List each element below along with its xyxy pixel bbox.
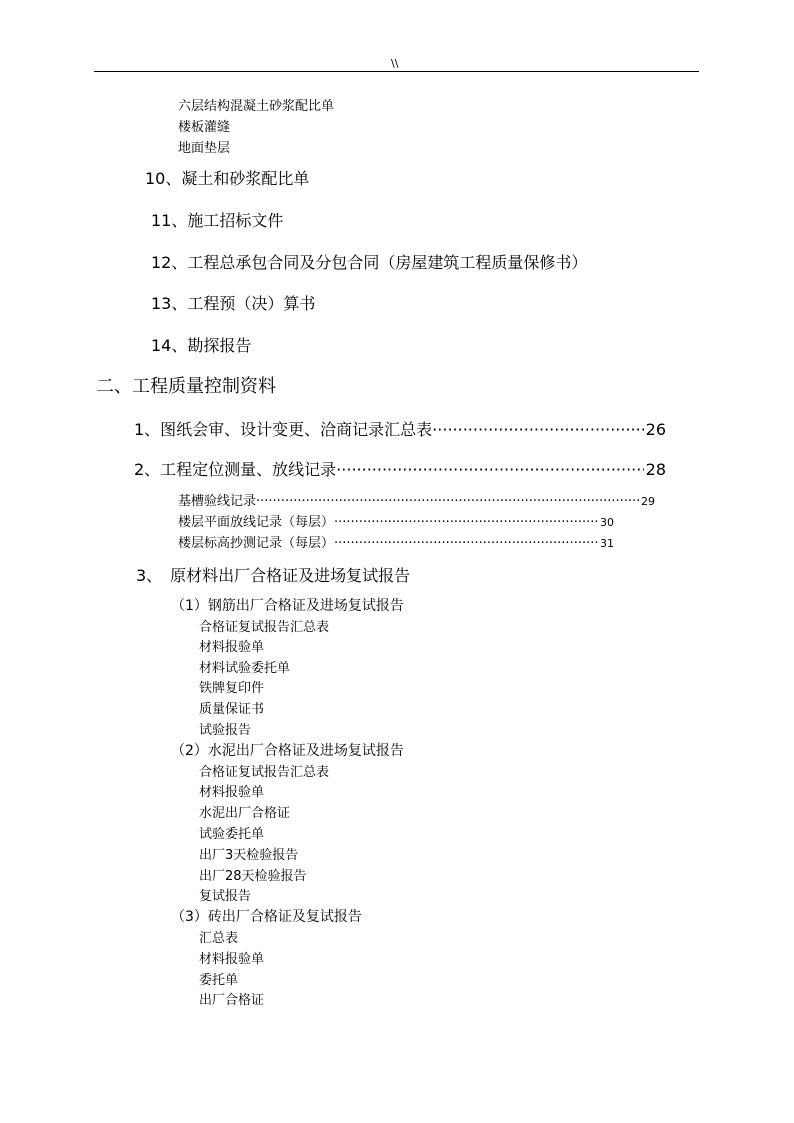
list-item: 质量保证书: [199, 702, 265, 717]
list-item: 试验委托单: [199, 827, 265, 842]
toc-page-number: 28: [645, 460, 666, 479]
toc-leader: [432, 419, 643, 441]
toc-entry: [178, 514, 614, 532]
list-item: 六层结构混凝土砂浆配比单: [178, 99, 335, 114]
header-mark: \\: [391, 57, 399, 70]
toc-leader: [334, 514, 598, 532]
list-item: 材料试验委托单: [199, 661, 291, 676]
toc-entry: [178, 535, 614, 553]
list-item: 材料报验单: [199, 785, 265, 800]
toc-leader: [334, 535, 598, 553]
toc-leader: [336, 459, 643, 481]
toc-entry-text: 楼层标高抄测记录（每层）: [178, 536, 335, 551]
list-item: （2）水泥出厂合格证及进场复试报告: [171, 743, 404, 759]
toc-entry-text: 1、图纸会审、设计变更、洽商记录汇总表: [134, 420, 433, 439]
header-rule: [94, 71, 699, 72]
toc-page-number: 29: [641, 495, 655, 508]
list-item: 铁牌复印件: [199, 681, 265, 696]
toc-entry-text: 2、工程定位测量、放线记录: [134, 460, 337, 479]
list-item: 11、施工招标文件: [151, 211, 284, 230]
list-item: （3）砖出厂合格证及复试报告: [171, 909, 362, 925]
list-item: 10、凝土和砂浆配比单: [145, 169, 310, 188]
list-item: 委托单: [199, 973, 239, 988]
section-heading: 二、工程质量控制资料: [96, 376, 276, 397]
toc-entry-text: 楼层平面放线记录（每层）: [178, 515, 335, 530]
toc-page-number: 26: [645, 420, 666, 439]
list-item: 水泥出厂合格证: [199, 806, 291, 821]
toc-leader: [256, 493, 639, 511]
list-item: 出厂3天检验报告: [199, 848, 299, 863]
list-item: 试验报告: [199, 723, 252, 738]
list-item: 12、工程总承包合同及分包合同（房屋建筑工程质量保修书）: [151, 253, 588, 272]
list-item: 汇总表: [199, 931, 239, 946]
list-item: 材料报验单: [199, 640, 265, 655]
list-item: 出厂合格证: [199, 993, 265, 1008]
list-item: （1）钢筋出厂合格证及进场复试报告: [171, 598, 404, 614]
toc-entry-text: 基槽验线记录: [178, 494, 257, 509]
list-item: 14、勘探报告: [151, 336, 252, 355]
list-item: 地面垫层: [178, 141, 231, 156]
list-item: 3、 原材料出厂合格证及进场复试报告: [136, 566, 411, 585]
toc-entry: [134, 419, 666, 441]
toc-page-number: 30: [600, 516, 614, 529]
list-item: 合格证复试报告汇总表: [199, 620, 330, 635]
toc-entry: [178, 493, 655, 511]
list-item: 13、工程预（决）算书: [151, 294, 316, 313]
list-item: 合格证复试报告汇总表: [199, 765, 330, 780]
list-item: 出厂28天检验报告: [199, 869, 307, 884]
list-item: 复试报告: [199, 889, 252, 904]
toc-page-number: 31: [600, 537, 614, 550]
list-item: 楼板灌缝: [178, 120, 231, 135]
list-item: 材料报验单: [199, 952, 265, 967]
toc-entry: [134, 459, 666, 481]
